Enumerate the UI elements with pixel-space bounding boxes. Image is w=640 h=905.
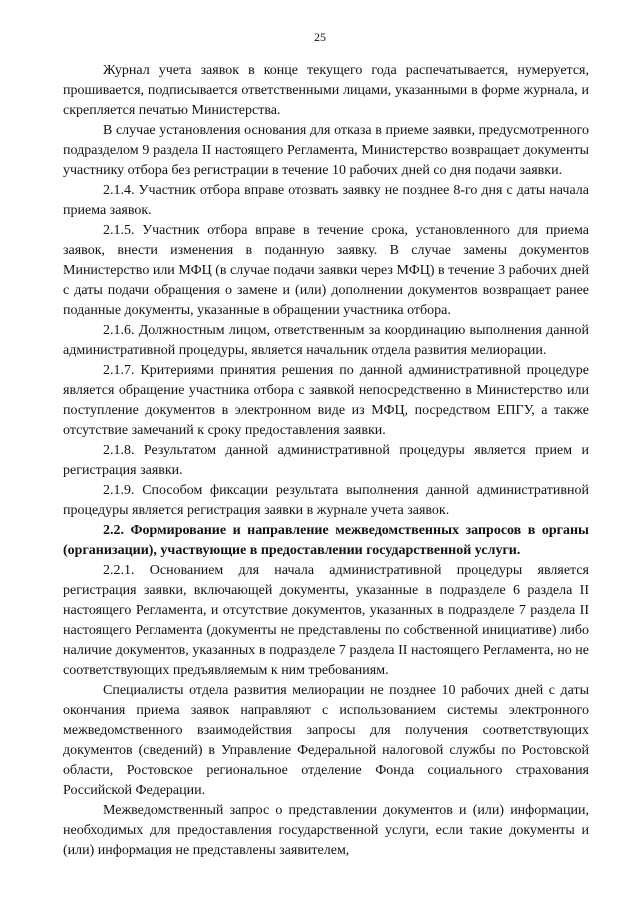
paragraph-refusal: В случае установления основания для отказа в приеме заявки, предусмотренного подразделом 9 раздела II настоящего Регламента, Министерство возвращает документы участнику отбора без регистрации в течение 10 рабочих дней со дня подачи заявки. [63,123,589,178]
page-number: 25 [314,30,326,44]
paragraph-2-1-5: 2.1.5. Участник отбора вправе в течение срока, установленного для приема заявок, внести изменения в поданную заявку. В случае замены документов Министерство или МФЦ (в случае подачи заявки через МФЦ) в течение 3 рабочих дней с даты подачи обращения о замене и (или) дополнении документов возвращает ранее поданные документы, указанные в обращении участника отбора. [63,223,589,318]
paragraph-2-1-6: 2.1.6. Должностным лицом, ответственным за координацию выполнения данной административной процедуры, является начальник отдела развития мелиорации. [63,323,589,358]
paragraph-specialists: Специалисты отдела развития мелиорации не позднее 10 рабочих дней с даты окончания приема заявок направляют с использованием системы электронного межведомственного взаимодействия запросы для получения соответствующих документов (сведений) в Управление Федеральной налоговой службы по Ростовской области, Ростовское региональное отделение Фонда социального страхования Российской Федерации. [63,683,589,798]
paragraph-interdepartmental-request: Межведомственный запрос о представлении документов и (или) информации, необходимых для предоставления государственной услуги, если такие документы и (или) информация не представлены заявителем, [63,803,589,858]
paragraph-2-2-1: 2.2.1. Основанием для начала административной процедуры является регистрация заявки, включающей документы, указанные в подразделе 6 раздела II настоящего Регламента, и отсутствие документов, указанных в подразделе 7 раздела II настоящего Регламента (документы не представлены по собственной инициативе) либо наличие документов, указанных в подразделе 7 раздела II настоящего Регламента, но не соответствующих предъявляемым к ним требованиям. [63,563,589,678]
paragraph-2-1-4: 2.1.4. Участник отбора вправе отозвать заявку не позднее 8-го дня с даты начала приема заявок. [63,183,589,218]
paragraph-journal: Журнал учета заявок в конце текущего года распечатывается, нумеруется, прошивается, подписывается ответственными лицами, указанными в форме журнала, и скрепляется печатью Министерства. [63,63,589,118]
paragraph-2-1-9: 2.1.9. Способом фиксации результата выполнения данной административной процедуры является регистрация заявки в журнале учета заявок. [63,483,589,518]
document-body [63,61,589,861]
paragraph-2-1-7: 2.1.7. Критериями принятия решения по данной административной процедуре является обращение участника отбора с заявкой непосредственно в Министерство или поступление документов в электронном виде из МФЦ, посредством ЕПГУ, а также отсутствие замечаний к сроку предоставления заявки. [63,363,589,438]
section-heading-2-2: 2.2. Формирование и направление межведомственных запросов в органы (организации), участвующие в предоставлении государственной услуги. [63,523,589,558]
paragraph-2-1-8: 2.1.8. Результатом данной административной процедуры является прием и регистрация заявки. [63,443,589,478]
